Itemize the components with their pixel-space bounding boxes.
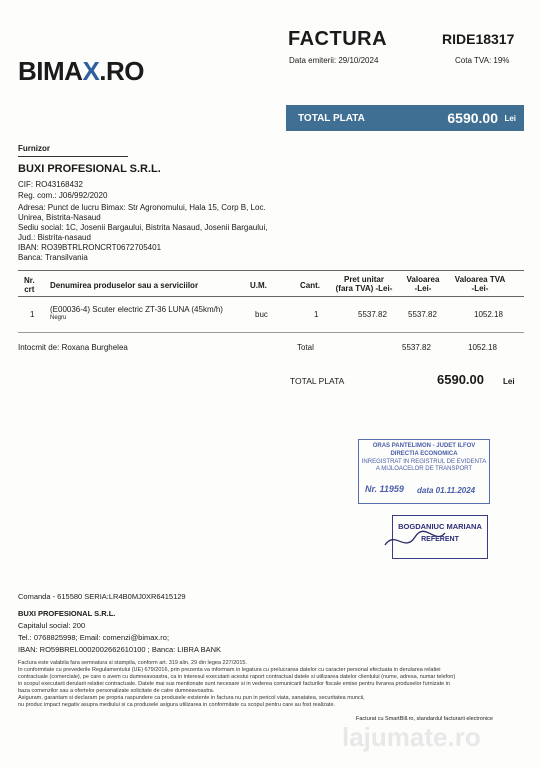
registration-stamp: ORAS PANTELIMON - JUDET ILFOV DIRECTIA ECONOMICA INREGISTRAT IN REGISTRUL DE EVIDENTA A MIJLOACELOR DE TRANSPORT Nr. 11959 data 01.11.2024 xyxy=(358,439,490,504)
supplier-divider xyxy=(18,156,128,157)
total-vat: 1052.18 xyxy=(468,343,497,352)
footer-contact: Tel.: 0768825998; Email: comenzi@bimax.ro; xyxy=(18,633,170,642)
col-name: Denumirea produselor sau a serviciilor xyxy=(50,281,199,290)
invoice-number: RIDE18317 xyxy=(442,31,515,47)
referent-stamp: BOGDANIUC MARIANA REFERENT xyxy=(392,515,488,559)
total-banner xyxy=(286,105,524,131)
table-top-rule xyxy=(18,270,524,271)
row-value: 5537.82 xyxy=(408,310,437,319)
row-price: 5537.82 xyxy=(358,310,387,319)
grand-total-amount: 6590.00 xyxy=(437,372,484,387)
company-logo: BIMAX.RO xyxy=(18,56,145,86)
watermark: lajumate.ro xyxy=(342,722,481,752)
total-banner-currency: Lei xyxy=(504,114,516,123)
col-nr: Nr. crt xyxy=(24,276,35,294)
row-nr: 1 xyxy=(30,310,35,319)
supplier-cif: CIF: RO43168432 xyxy=(18,180,83,189)
col-price: Pret unitar (fara TVA) -Lei- xyxy=(335,275,393,293)
footer-company: BUXI PROFESIONAL S.R.L. xyxy=(18,609,116,618)
supplier-name: BUXI PROFESIONAL S.R.L. xyxy=(18,163,161,175)
row-um: buc xyxy=(255,310,268,319)
supplier-address-2: Unirea, Bistrita-Nasaud xyxy=(18,213,101,222)
supplier-label: Furnizor xyxy=(18,144,50,153)
supplier-bank: Banca: Transilvania xyxy=(18,253,88,262)
grand-total-currency: Lei xyxy=(503,377,515,386)
supplier-iban: IBAN: RO39BTRLRONCRT0672705401 xyxy=(18,243,162,252)
legal-notice: Factura este valabila fara semnatura si stampila, conform art. 319 alin. 29 din legea 227/2015. In conformitate cu prevederile Regulamentului (UE) 679/2016, prin prezenta va informam in legatura cu prelucrarea datelor cu caracter personal efectuata in derularea relatiei contractuale (comerciale), pe care o avem cu dumneavoastra, ca in interesul executarii acestui raport contractual datele si utilizarea datelor clientului (nume, adresa, numar telefon) in scopul executarii derularii relatiei contractuale. Datele mai sus mentionate sunt necesare si in vederea comunicarii facturilor fiscale emise pentru livrarea produselor furnizate in baza comenzilor sau a ofertelor personalizate solicitate de catre dumneavoastra. Asiguram, garantam si declaram pe propria raspundere ca produsele existente in factura nu pun in pericol viata, sanatatea, securitatea muncii, nu produc impact negativ asupra mediului si ca produsele asigura utilizarea in conformitate cu scopul pentru care au fost realizate. xyxy=(18,660,456,708)
total-banner-amount: 6590.00 xyxy=(447,110,498,126)
supplier-seat-1: Sediu social: 1C, Josenii Bargaului, Bistrita Nasaud, Josenii Bargaului, xyxy=(18,223,268,232)
supplier-address-1: Adresa: Punct de lucru Bimax: Str Agronomului, Hala 15, Corp B, Loc. xyxy=(18,203,266,212)
table-header-rule xyxy=(18,296,524,297)
row-vat: 1052.18 xyxy=(474,310,503,319)
total-banner-label: TOTAL PLATA xyxy=(298,113,365,124)
row-product-color: Negru xyxy=(50,315,67,321)
col-value: Valoarea -Lei- xyxy=(406,275,440,293)
table-bottom-rule xyxy=(18,332,524,333)
signature-scribble xyxy=(380,525,450,555)
grand-total-label: TOTAL PLATA xyxy=(290,376,345,386)
order-reference: Comanda - 615580 SERIA:LR4B0MJ0XR6415129 xyxy=(18,592,186,601)
supplier-reg: Reg. com.: J06/992/2020 xyxy=(18,191,108,200)
smartbill-note: Facturat cu SmartBill.ro, standardul facturarii electronice xyxy=(356,716,493,722)
col-qty: Cant. xyxy=(300,281,320,290)
footer-iban: IBAN: RO59BREL0002002662610100 ; Banca: LIBRA BANK xyxy=(18,645,222,654)
supplier-seat-2: Jud.: Bistrita-nasaud xyxy=(18,233,91,242)
vat-rate: Cota TVA: 19% xyxy=(455,56,510,65)
total-label: Total xyxy=(297,343,314,352)
footer-capital: Capitalul social: 200 xyxy=(18,621,86,630)
issue-date: Data emiterii: 29/10/2024 xyxy=(289,56,379,65)
total-value: 5537.82 xyxy=(402,343,431,352)
col-vat: Valoarea TVA -Lei- xyxy=(454,275,506,293)
row-product-name: (E00036-4) Scuter electric ZT-36 LUNA (45km/h) xyxy=(50,305,223,314)
document-title: FACTURA xyxy=(288,28,388,50)
col-um: U.M. xyxy=(250,281,267,290)
row-qty: 1 xyxy=(314,310,319,319)
prepared-by: Intocmit de: Roxana Burghelea xyxy=(18,343,128,352)
